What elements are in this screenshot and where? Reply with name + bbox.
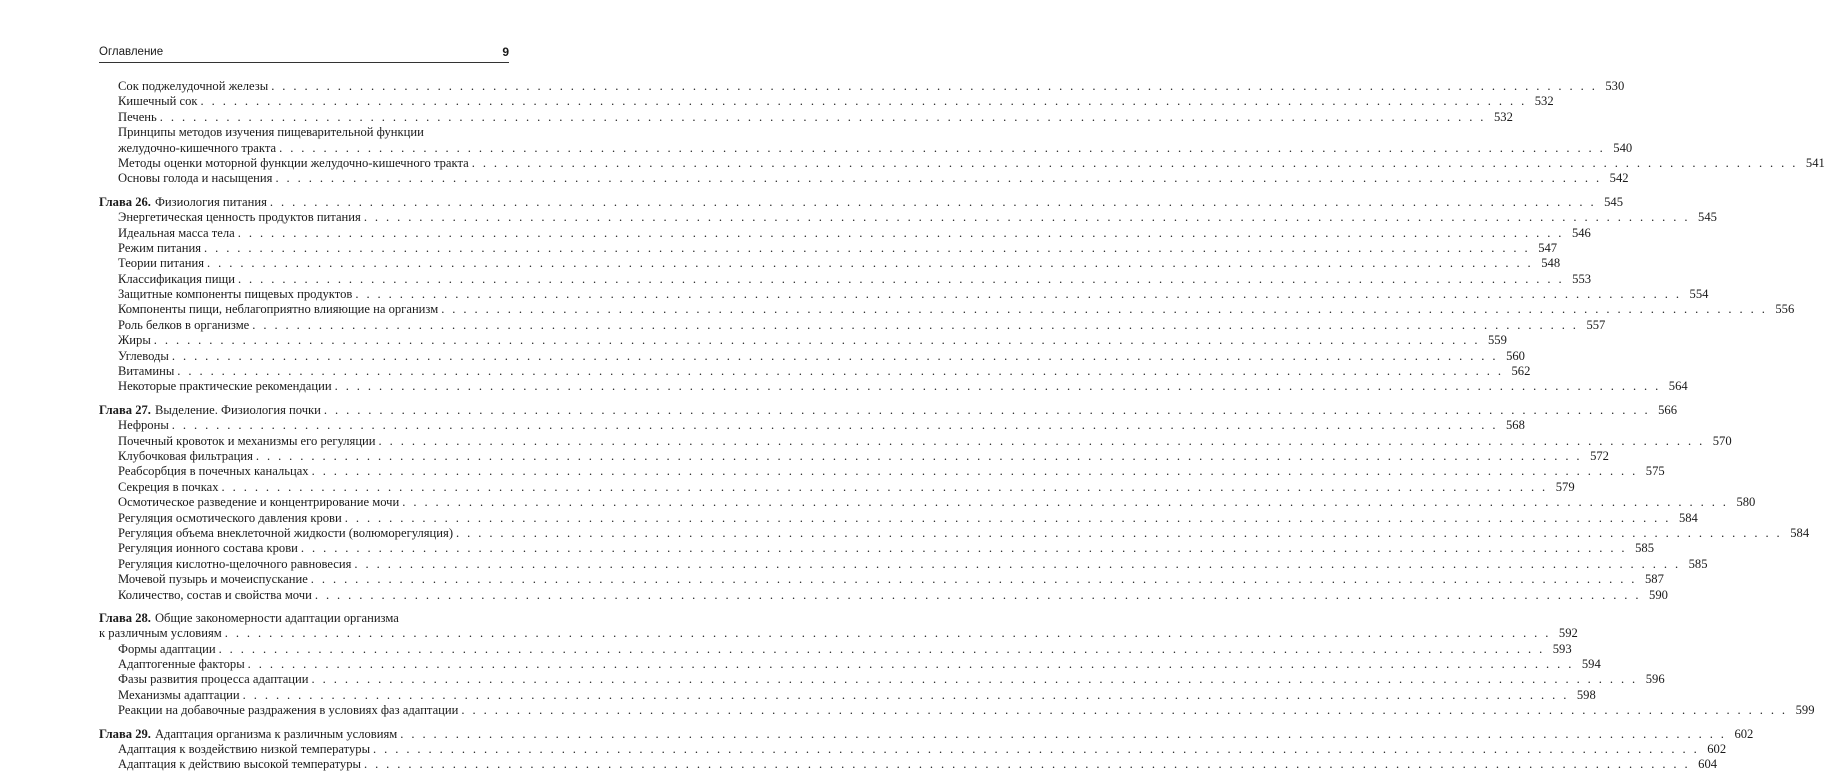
toc-entry-text: Секреция в почках [118,479,219,494]
dot-leader: . . . . . . . . . . . . . . . . . . . . . . . . . . . . . . . . . . . . . . . . . . . . . . . . . . . . . . . . . . . . . . . . . . . . . . . . . . . . . . . . . . . . . . . . . . . . . . . . . . . . . . . . . . . . . . . . . . . . . . . . [363,757,1691,772]
toc-entry[interactable] [99,94,1554,109]
toc-entry[interactable] [99,525,1810,541]
toc-entry-title [118,226,235,241]
toc-entry-title [118,302,438,317]
toc-page-number: 599 [1795,703,1815,718]
toc-page-number: 596 [1645,672,1665,687]
dot-leader: . . . . . . . . . . . . . . . . . . . . . . . . . . . . . . . . . . . . . . . . . . . . . . . . . . . . . . . . . . . . . . . . . . . . . . . . . . . . . . . . . . . . . . . . . . . . . . . . . . . . . . . . . . . . . . . . . . . . . . . . [456,525,1783,540]
toc-entry-text: Количество, состав и свойства мочи [118,587,312,602]
toc-entry-text: Методы оценки моторной функции желудочно-кишечного тракта [118,155,469,170]
toc-entry[interactable] [99,541,1654,556]
dot-leader: . . . . . . . . . . . . . . . . . . . . . . . . . . . . . . . . . . . . . . . . . . . . . . . . . . . . . . . . . . . . . . . . . . . . . . . . . . . . . . . . . . . . . . . . . . . . . . . . . . . . . . . . . . . . . . . . . . . . . . . . [255,448,1582,463]
dot-leader: . . . . . . . . . . . . . . . . . . . . . . . . . . . . . . . . . . . . . . . . . . . . . . . . . . . . . . . . . . . . . . . . . . . . . . . . . . . . . . . . . . . . . . . . . . . . . . . . . . . . . . . . . . . . . . . . . . . . . . . . [237,225,1564,240]
chapter-number: Глава 27. [99,402,151,417]
dot-leader: . . . . . . . . . . . . . . . . . . . . . . . . . . . . . . . . . . . . . . . . . . . . . . . . . . . . . . . . . . . . . . . . . . . . . . . . . . . . . . . . . . . . . . . . . . . . . . . . . . . . . . . . . . . . . . . . . . . . . . . . [204,240,1531,255]
toc-page-number: 590 [1649,587,1668,602]
toc-page-number: 566 [1658,402,1677,417]
dot-leader: . . . . . . . . . . . . . . . . . . . . . . . . . . . . . . . . . . . . . . . . . . . . . . . . . . . . . . . . . . . . . . . . . . . . . . . . . . . . . . . . . . . . . . . . . . . . . . . . . . . . . . . . . . . . . . . . . . . . . . . . [159,109,1486,124]
toc-entry[interactable] [99,302,1795,317]
dot-leader: . . . . . . . . . . . . . . . . . . . . . . . . . . . . . . . . . . . . . . . . . . . . . . . . . . . . . . . . . . . . . . . . . . . . . . . . . . . . . . . . . . . . . . . . . . . . . . . . . . . . . . . . . . . . . . . . . . . . . . . . [275,171,1602,186]
toc-entry-text: Принципы методов изучения пищеварительной функции [118,125,424,140]
dot-leader: . . . . . . . . . . . . . . . . . . . . . . . . . . . . . . . . . . . . . . . . . . . . . . . . . . . . . . . . . . . . . . . . . . . . . . . . . . . . . . . . . . . . . . . . . . . . . . . . . . . . . . . . . . . . . . . . . . . . . . . . [344,510,1671,525]
dot-leader: . . . . . . . . . . . . . . . . . . . . . . . . . . . . . . . . . . . . . . . . . . . . . . . . . . . . . . . . . . . . . . . . . . . . . . . . . . . . . . . . . . . . . . . . . . . . . . . . . . . . . . . . . . . . . . . . . . . . . . . . [314,587,1641,602]
toc-entry[interactable] [99,109,1513,125]
toc-entry[interactable] [99,687,1596,703]
toc-entry-text: Энергетическая ценность продуктов питания [118,210,361,225]
toc-entry-text: Мочевой пузырь и мочеиспускание [118,572,308,587]
toc-entry-title [118,449,253,464]
toc-entry-text: Углеводы [118,348,169,363]
dot-leader: . . . . . . . . . . . . . . . . . . . . . . . . . . . . . . . . . . . . . . . . . . . . . . . . . . . . . . . . . . . . . . . . . . . . . . . . . . . . . . . . . . . . . . . . . . . . . . . . . . . . . . . . . . . . . . . . . . . . . . . . [311,464,1638,479]
toc-entry-title [118,703,458,718]
toc-entry-title [118,318,249,333]
toc-entry-text: Классификация пищи [118,271,235,286]
toc-entry-title [99,626,222,641]
toc-entry[interactable] [99,333,1507,348]
toc-entry-title [118,379,332,394]
dot-leader: . . . . . . . . . . . . . . . . . . . . . . . . . . . . . . . . . . . . . . . . . . . . . . . . . . . . . . . . . . . . . . . . . . . . . . . . . . . . . . . . . . . . . . . . . . . . . . . . . . . . . . . . . . . . . . . . . . . . . . . . [153,333,1480,348]
toc-entry-text: к различным условиям [99,626,222,641]
dot-leader: . . . . . . . . . . . . . . . . . . . . . . . . . . . . . . . . . . . . . . . . . . . . . . . . . . . . . . . . . . . . . . . . . . . . . . . . . . . . . . . . . . . . . . . . . . . . . . . . . . . . . . . . . . . . . . . . . . . . . . . . [310,572,1637,587]
toc-page-number: 547 [1538,240,1558,255]
section-gap [99,395,509,403]
toc-page-number: 593 [1552,641,1572,656]
toc-page-number: 592 [1558,626,1578,641]
toc-entry[interactable] [99,626,1578,641]
toc-entry-text: Адаптация организма к различным условиям [154,726,398,741]
toc-chapter-entry[interactable] [99,726,1754,742]
toc-entry-text: Нефроны [118,418,169,433]
dot-leader: . . . . . . . . . . . . . . . . . . . . . . . . . . . . . . . . . . . . . . . . . . . . . . . . . . . . . . . . . . . . . . . . . . . . . . . . . . . . . . . . . . . . . . . . . . . . . . . . . . . . . . . . . . . . . . . . . . . . . . . . [471,155,1798,170]
toc-entry-text: Регуляция кислотно-щелочного равновесия [118,556,352,571]
toc-entry-title [118,672,309,687]
running-head [99,46,509,63]
toc-page-number: 560 [1506,348,1525,363]
dot-leader: . . . . . . . . . . . . . . . . . . . . . . . . . . . . . . . . . . . . . . . . . . . . . . . . . . . . . . . . . . . . . . . . . . . . . . . . . . . . . . . . . . . . . . . . . . . . . . . . . . . . . . . . . . . . . . . . . . . . . . . . [252,317,1579,332]
toc-entry[interactable] [99,79,1625,94]
toc-page-number: 575 [1645,464,1665,479]
dot-leader: . . . . . . . . . . . . . . . . . . . . . . . . . . . . . . . . . . . . . . . . . . . . . . . . . . . . . . . . . . . . . . . . . . . . . . . . . . . . . . . . . . . . . . . . . . . . . . . . . . . . . . . . . . . . . . . . . . . . . . . . [334,379,1661,394]
toc-entry-title [118,588,312,603]
dot-leader: . . . . . . . . . . . . . . . . . . . . . . . . . . . . . . . . . . . . . . . . . . . . . . . . . . . . . . . . . . . . . . . . . . . . . . . . . . . . . . . . . . . . . . . . . . . . . . . . . . . . . . . . . . . . . . . . . . . . . . . . [247,657,1574,672]
toc-entry[interactable] [99,757,1718,772]
toc-entry-title [99,611,399,626]
toc-entry[interactable] [99,556,1708,572]
dot-leader: . . . . . . . . . . . . . . . . . . . . . . . . . . . . . . . . . . . . . . . . . . . . . . . . . . . . . . . . . . . . . . . . . . . . . . . . . . . . . . . . . . . . . . . . . . . . . . . . . . . . . . . . . . . . . . . . . . . . . . . . [177,364,1504,379]
toc-entry[interactable] [99,572,1664,587]
toc-entry[interactable] [99,742,1727,757]
toc-entry-text: Кишечный сок [118,94,198,109]
toc-page-number: 580 [1736,495,1756,510]
toc-entry[interactable] [99,657,1601,672]
toc-entry[interactable] [99,210,1717,225]
dot-leader: . . . . . . . . . . . . . . . . . . . . . . . . . . . . . . . . . . . . . . . . . . . . . . . . . . . . . . . . . . . . . . . . . . . . . . . . . . . . . . . . . . . . . . . . . . . . . . . . . . . . . . . . . . . . . . . . . . . . . . . . [269,194,1596,209]
toc-entry[interactable] [99,433,1732,449]
toc-entry-title [118,495,399,510]
toc-page-number: 570 [1712,433,1732,448]
toc-page-number: 602 [1707,742,1727,757]
toc-page-number: 542 [1609,171,1629,186]
toc-entry-title [118,287,352,302]
chapter-number: Глава 28. [99,610,151,625]
toc-entry-title [118,541,298,556]
toc-entry[interactable] [99,703,1815,718]
toc-entry[interactable] [99,171,1629,186]
toc-entry-title [118,210,361,225]
toc-entry-title [118,333,151,348]
dot-leader: . . . . . . . . . . . . . . . . . . . . . . . . . . . . . . . . . . . . . . . . . . . . . . . . . . . . . . . . . . . . . . . . . . . . . . . . . . . . . . . . . . . . . . . . . . . . . . . . . . . . . . . . . . . . . . . . . . . . . . . . [218,641,1545,656]
toc-entry[interactable] [99,672,1665,687]
toc-entry-title [118,349,169,364]
toc-entry[interactable] [99,225,1591,241]
dot-leader: . . . . . . . . . . . . . . . . . . . . . . . . . . . . . . . . . . . . . . . . . . . . . . . . . . . . . . . . . . . . . . . . . . . . . . . . . . . . . . . . . . . . . . . . . . . . . . . . . . . . . . . . . . . . . . . . . . . . . . . . [461,703,1788,718]
dot-leader: . . . . . . . . . . . . . . . . . . . . . . . . . . . . . . . . . . . . . . . . . . . . . . . . . . . . . . . . . . . . . . . . . . . . . . . . . . . . . . . . . . . . . . . . . . . . . . . . . . . . . . . . . . . . . . . . . . . . . . . . [363,210,1690,225]
toc-entry-text: Почечный кровоток и механизмы его регуляции [118,433,376,448]
dot-leader: . . . . . . . . . . . . . . . . . . . . . . . . . . . . . . . . . . . . . . . . . . . . . . . . . . . . . . . . . . . . . . . . . . . . . . . . . . . . . . . . . . . . . . . . . . . . . . . . . . . . . . . . . . . . . . . . . . . . . . . . [378,433,1705,448]
toc-entry-title [118,171,272,186]
toc-page-number: 556 [1775,302,1795,317]
toc-entry-text: Клубочковая фильтрация [118,448,253,463]
toc-page-number: 602 [1734,726,1754,741]
dot-leader: . . . . . . . . . . . . . . . . . . . . . . . . . . . . . . . . . . . . . . . . . . . . . . . . . . . . . . . . . . . . . . . . . . . . . . . . . . . . . . . . . . . . . . . . . . . . . . . . . . . . . . . . . . . . . . . . . . . . . . . . [224,626,1551,641]
toc-entry-title [118,688,240,703]
toc-page-number: 545 [1698,210,1717,225]
toc-page-number: 545 [1604,194,1623,209]
dot-leader: . . . . . . . . . . . . . . . . . . . . . . . . . . . . . . . . . . . . . . . . . . . . . . . . . . . . . . . . . . . . . . . . . . . . . . . . . . . . . . . . . . . . . . . . . . . . . . . . . . . . . . . . . . . . . . . . . . . . . . . . [400,726,1727,741]
toc-entry-text: Компоненты пищи, неблагоприятно влияющие на организм [118,302,439,317]
toc-page-number: 532 [1493,109,1513,124]
dot-leader: . . . . . . . . . . . . . . . . . . . . . . . . . . . . . . . . . . . . . . . . . . . . . . . . . . . . . . . . . . . . . . . . . . . . . . . . . . . . . . . . . . . . . . . . . . . . . . . . . . . . . . . . . . . . . . . . . . . . . . . . [171,418,1498,433]
chapter-number: Глава 26. [99,194,151,209]
toc-entry[interactable] [99,155,1825,171]
toc-entry-text: Роль белков в организме [118,317,250,332]
dot-leader: . . . . . . . . . . . . . . . . . . . . . . . . . . . . . . . . . . . . . . . . . . . . . . . . . . . . . . . . . . . . . . . . . . . . . . . . . . . . . . . . . . . . . . . . . . . . . . . . . . . . . . . . . . . . . . . . . . . . . . . . [271,79,1598,93]
toc-entry-text: Регуляция осмотического давления крови [118,510,342,525]
dot-leader: . . . . . . . . . . . . . . . . . . . . . . . . . . . . . . . . . . . . . . . . . . . . . . . . . . . . . . . . . . . . . . . . . . . . . . . . . . . . . . . . . . . . . . . . . . . . . . . . . . . . . . . . . . . . . . . . . . . . . . . . [402,495,1729,510]
toc-page-number: 559 [1487,333,1507,348]
dot-leader: . . . . . . . . . . . . . . . . . . . . . . . . . . . . . . . . . . . . . . . . . . . . . . . . . . . . . . . . . . . . . . . . . . . . . . . . . . . . . . . . . . . . . . . . . . . . . . . . . . . . . . . . . . . . . . . . . . . . . . . . [355,287,1682,302]
toc-entry-title [118,156,469,171]
toc-entry[interactable] [99,240,1558,256]
dot-leader: . . . . . . . . . . . . . . . . . . . . . . . . . . . . . . . . . . . . . . . . . . . . . . . . . . . . . . . . . . . . . . . . . . . . . . . . . . . . . . . . . . . . . . . . . . . . . . . . . . . . . . . . . . . . . . . . . . . . . . . . [300,541,1627,556]
toc-page-number: 579 [1555,479,1575,494]
toc-entry[interactable] [99,125,509,140]
chapter-number: Глава 29. [99,726,151,741]
toc-page-number: 585 [1635,541,1654,556]
toc-entry[interactable] [99,348,1525,364]
toc-entry-text: Выделение. Физиология почки [154,402,321,417]
toc-entry[interactable] [99,464,1665,479]
toc-entry-title [118,657,245,672]
toc-entry-title [118,110,157,125]
toc-entry-title [118,141,276,156]
toc-entry-text: Фазы развития процесса адаптации [118,672,309,687]
toc-entry-title [118,526,453,541]
toc-entry-title [118,642,216,657]
toc-entry-text: Защитные компоненты пищевых продуктов [118,287,353,302]
toc-page-number: 587 [1644,572,1664,587]
toc-page-number: 585 [1688,556,1708,571]
toc-entry-title [118,757,361,772]
toc-entry-title [118,94,198,109]
toc-entry[interactable] [99,140,1633,156]
toc-entry-title [118,434,376,449]
toc-page-number: 548 [1541,256,1561,271]
toc-entry-text: Печень [118,109,157,124]
toc-entry-title [118,256,204,271]
toc-entry-title [118,464,309,479]
section-gap [99,187,509,195]
dot-leader: . . . . . . . . . . . . . . . . . . . . . . . . . . . . . . . . . . . . . . . . . . . . . . . . . . . . . . . . . . . . . . . . . . . . . . . . . . . . . . . . . . . . . . . . . . . . . . . . . . . . . . . . . . . . . . . . . . . . . . . . [171,348,1498,363]
toc-chapter-entry[interactable] [99,194,1623,210]
toc-entry-title [118,125,424,140]
page-number: 9 [502,45,509,59]
dot-leader: . . . . . . . . . . . . . . . . . . . . . . . . . . . . . . . . . . . . . . . . . . . . . . . . . . . . . . . . . . . . . . . . . . . . . . . . . . . . . . . . . . . . . . . . . . . . . . . . . . . . . . . . . . . . . . . . . . . . . . . . [354,556,1681,571]
toc-entry[interactable] [99,256,1561,271]
dot-leader: . . . . . . . . . . . . . . . . . . . . . . . . . . . . . . . . . . . . . . . . . . . . . . . . . . . . . . . . . . . . . . . . . . . . . . . . . . . . . . . . . . . . . . . . . . . . . . . . . . . . . . . . . . . . . . . . . . . . . . . . [207,256,1534,271]
toc-entry-title [118,79,268,94]
toc-entry-title [99,403,321,418]
toc-entry-text: Общие закономерности адаптации организма [154,610,399,625]
toc-page-number: 557 [1586,317,1606,332]
toc-entry[interactable] [99,287,1709,302]
toc-entry-text: Осмотическое разведение и концентрирование мочи [118,495,400,510]
toc-entry[interactable] [99,587,1668,603]
toc-entry-title [118,742,370,757]
toc-entry-text: Формы адаптации [118,641,216,656]
toc-entry[interactable] [99,379,1688,394]
toc-page-number: 562 [1511,364,1531,379]
dot-leader: . . . . . . . . . . . . . . . . . . . . . . . . . . . . . . . . . . . . . . . . . . . . . . . . . . . . . . . . . . . . . . . . . . . . . . . . . . . . . . . . . . . . . . . . . . . . . . . . . . . . . . . . . . . . . . . . . . . . . . . . [311,672,1638,687]
toc-entry-title [118,241,201,256]
dot-leader: . . . . . . . . . . . . . . . . . . . . . . . . . . . . . . . . . . . . . . . . . . . . . . . . . . . . . . . . . . . . . . . . . . . . . . . . . . . . . . . . . . . . . . . . . . . . . . . . . . . . . . . . . . . . . . . . . . . . . . . . [237,271,1565,286]
toc-entry-text: Адаптогенные факторы [118,657,245,672]
toc-entry[interactable] [99,479,1575,495]
toc-entry-text: Жиры [118,333,151,348]
toc-entry-text: Реакции на добавочные раздражения в условиях фаз адаптации [118,703,459,718]
toc-entry-text: Сок поджелудочной железы [118,79,269,93]
toc-entry-title [118,511,342,526]
toc-entry-text: Теории питания [118,256,205,271]
toc-page-number: 584 [1678,510,1698,525]
toc-page-number: 594 [1581,657,1601,672]
dot-leader: . . . . . . . . . . . . . . . . . . . . . . . . . . . . . . . . . . . . . . . . . . . . . . . . . . . . . . . . . . . . . . . . . . . . . . . . . . . . . . . . . . . . . . . . . . . . . . . . . . . . . . . . . . . . . . . . . . . . . . . . [200,94,1527,109]
toc-entry-title [99,727,397,742]
section-gap [99,719,509,727]
dot-leader: . . . . . . . . . . . . . . . . . . . . . . . . . . . . . . . . . . . . . . . . . . . . . . . . . . . . . . . . . . . . . . . . . . . . . . . . . . . . . . . . . . . . . . . . . . . . . . . . . . . . . . . . . . . . . . . . . . . . . . . . [373,742,1700,757]
toc-entry[interactable] [99,317,1606,333]
toc-entry[interactable] [99,510,1698,526]
toc-chapter-entry[interactable] [99,611,509,626]
toc-entry-title [118,272,235,287]
toc-entry-text: Адаптация к действию высокой температуры [118,757,361,772]
toc-entry-text: Регуляция ионного состава крови [118,541,298,556]
toc-entry-text: Реабсорбция в почечных канальцах [118,464,309,479]
table-of-contents [99,79,1825,773]
toc-entry-text: Основы голода и насыщения [118,171,273,186]
toc-entry-text: Витамины [118,364,175,379]
toc-entry-text: желудочно-кишечного тракта [118,140,277,155]
running-head-title: Оглавление [99,46,164,58]
toc-chapter-entry[interactable] [99,402,1677,418]
toc-entry-text: Некоторые практические рекомендации [118,379,332,394]
toc-page-number: 568 [1505,418,1525,433]
toc-entry-text: Адаптация к воздействию низкой температуры [118,742,371,757]
toc-entry[interactable] [99,448,1609,464]
toc-entry-title [118,572,308,587]
toc-page-number: 532 [1534,94,1554,109]
toc-page-number: 564 [1668,379,1688,394]
section-gap [99,603,509,611]
toc-page-number: 584 [1790,525,1810,540]
toc-entry-text: Регуляция объема внеклеточной жидкости (волюморегуляция) [118,525,454,540]
toc-page-number: 540 [1613,140,1633,155]
toc-entry[interactable] [99,495,1756,510]
toc-entry-text: Режим питания [118,240,201,255]
toc-entry-title [118,480,219,495]
toc-entry-title [118,557,351,572]
toc-entry[interactable] [99,641,1572,657]
toc-page-number: 530 [1605,79,1625,93]
dot-leader: . . . . . . . . . . . . . . . . . . . . . . . . . . . . . . . . . . . . . . . . . . . . . . . . . . . . . . . . . . . . . . . . . . . . . . . . . . . . . . . . . . . . . . . . . . . . . . . . . . . . . . . . . . . . . . . . . . . . . . . . [441,302,1768,317]
toc-entry[interactable] [99,418,1525,433]
toc-entry-text: Физиология питания [154,194,267,209]
dot-leader: . . . . . . . . . . . . . . . . . . . . . . . . . . . . . . . . . . . . . . . . . . . . . . . . . . . . . . . . . . . . . . . . . . . . . . . . . . . . . . . . . . . . . . . . . . . . . . . . . . . . . . . . . . . . . . . . . . . . . . . . [279,140,1606,155]
toc-entry-title [118,364,174,379]
toc-entry-title [99,195,267,210]
toc-page-number: 554 [1689,287,1709,302]
toc-entry-title [118,418,169,433]
toc-page-number: 553 [1572,271,1592,286]
toc-entry-text: Механизмы адаптации [118,687,240,702]
toc-page-number: 598 [1576,687,1596,702]
toc-page-number: 541 [1805,155,1825,170]
dot-leader: . . . . . . . . . . . . . . . . . . . . . . . . . . . . . . . . . . . . . . . . . . . . . . . . . . . . . . . . . . . . . . . . . . . . . . . . . . . . . . . . . . . . . . . . . . . . . . . . . . . . . . . . . . . . . . . . . . . . . . . . [323,402,1650,417]
dot-leader: . . . . . . . . . . . . . . . . . . . . . . . . . . . . . . . . . . . . . . . . . . . . . . . . . . . . . . . . . . . . . . . . . . . . . . . . . . . . . . . . . . . . . . . . . . . . . . . . . . . . . . . . . . . . . . . . . . . . . . . . [221,479,1548,494]
toc-entry[interactable] [99,364,1531,379]
toc-entry-text: Идеальная масса тела [118,225,235,240]
dot-leader: . . . . . . . . . . . . . . . . . . . . . . . . . . . . . . . . . . . . . . . . . . . . . . . . . . . . . . . . . . . . . . . . . . . . . . . . . . . . . . . . . . . . . . . . . . . . . . . . . . . . . . . . . . . . . . . . . . . . . . . . [242,687,1569,702]
toc-page-number: 546 [1571,225,1591,240]
toc-page-number: 572 [1590,448,1609,463]
toc-entry[interactable] [99,271,1592,287]
toc-page-number: 604 [1698,757,1718,772]
